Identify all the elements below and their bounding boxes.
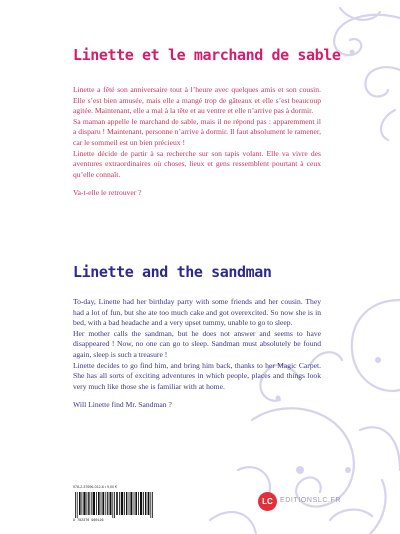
barcode-block <box>73 485 153 525</box>
french-summary <box>73 85 321 199</box>
isbn-price: 978-2-37696-012-6 • 9,00 € <box>73 485 118 489</box>
english-summary <box>73 297 321 411</box>
french-title: Linette et le marchand de sable <box>73 46 341 64</box>
french-paragraph: Va-t-elle le retrouver ? <box>73 188 142 198</box>
english-paragraph: To-day, Linette had her birthday party with some friends and her cousin. They had a lot of fun, but she ate too much cake and got overexcited. So now she is in bed, with a bad headache and a very upset tummy, unable to go to sleep. <box>73 297 321 328</box>
barcode-number: 9 782376 960126 <box>73 519 104 523</box>
publisher-logo <box>258 492 342 512</box>
english-paragraph: Will Linette find Mr. Sandman ? <box>73 400 172 410</box>
english-paragraph: Linette decides to go find him, and bring him back, thanks to her Magic Carpet. She has all sorts of exciting adventures in which people, places and things look very much like those she is familiar with at home. <box>73 360 321 391</box>
english-paragraph: Her mother calls the sandman, but he does not answer and seems to have disappeared ! Now, no one can go to sleep. Sandman must absolutely be found again, sleep is such a treasure ! <box>73 328 321 359</box>
french-paragraph: Linette a fêté son anniversaire tout à l’heure avec quelques amis et son cousin. Elle s’est bien amusée, mais elle a mangé trop de gâteaux et elle s’est beaucoup agitée. Maintenant, elle a mal à la tête et au ventre et elle n’arrive pas à dormir. <box>73 85 321 116</box>
publisher-name: EDITIONSLC.FR <box>280 497 342 504</box>
barcode-icon <box>73 492 155 518</box>
french-paragraph: Sa maman appelle le marchand de sable, mais il ne répond pas : apparemment il a disparu ! Maintenant, personne n’arrive à dormir. Il faut absolument le ramener, car le sommeil est un bien précieux ! <box>73 116 321 147</box>
french-paragraph: Linette décide de partir à sa recherche sur son tapis volant. Elle va vivre des aventures extraordinaires où choses, lieux et gens ressemblent pourtant à ceux qu’elle connaît. <box>73 148 321 179</box>
english-title: Linette and the sandman <box>73 263 272 281</box>
publisher-badge: LC <box>258 492 277 511</box>
